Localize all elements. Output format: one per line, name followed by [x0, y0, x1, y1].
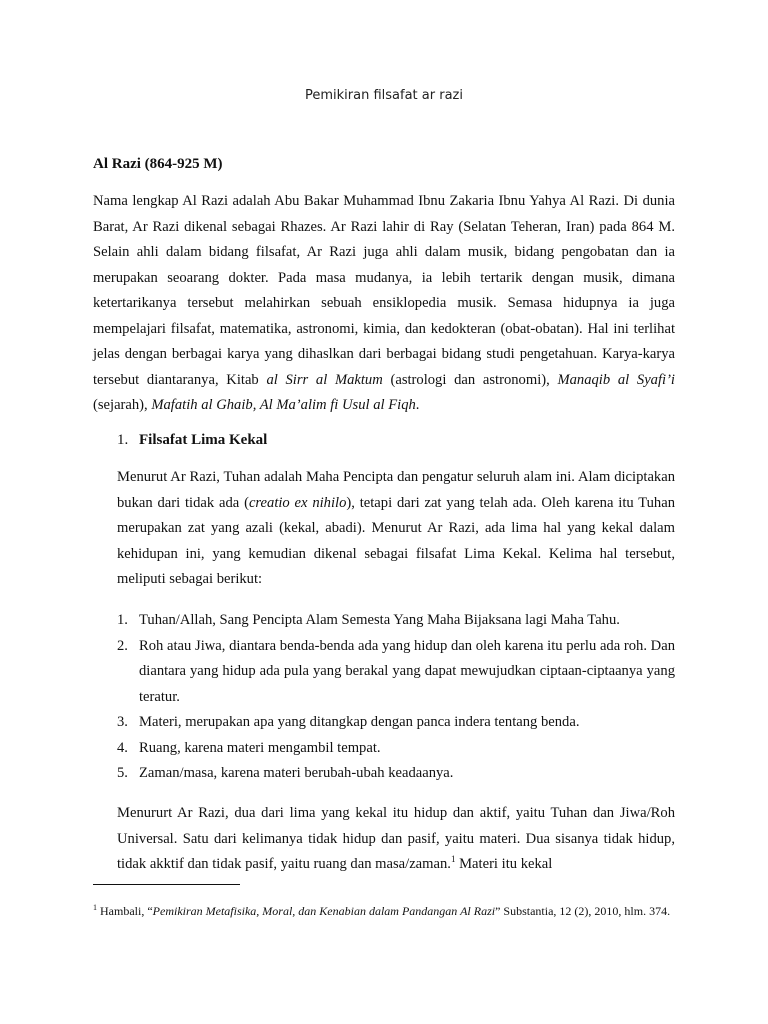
- section-text-1: Menurut Ar Razi, Tuhan adalah Maha Pencipta dan pengatur seluruh alam ini. Alam diciptakan bukan dari tidak ada (: [117, 469, 675, 511]
- list-item-number: 1.: [117, 612, 128, 628]
- list-item-text: Zaman/masa, karena materi berubah-ubah keadaanya.: [139, 765, 454, 781]
- section-title: [117, 432, 267, 449]
- list-item-number: 3.: [117, 714, 128, 730]
- list-item-text: Roh atau Jiwa, diantara benda-benda ada yang hidup dan oleh karena itu perlu ada roh. Dan diantara yang hidup ada pula yang berakal yang dapat mewujudkan ciptaan-ciptaanya yang teratur.: [139, 637, 675, 705]
- document-heading: Al Razi (864-925 M): [93, 156, 223, 172]
- list-item-text: Materi, merupakan apa yang ditangkap dengan panca indera tentang benda.: [139, 714, 580, 730]
- list-item-number: 4.: [117, 739, 128, 756]
- intro-text-3: (sejarah),: [93, 397, 152, 413]
- closing-text-2: Materi itu kekal: [455, 856, 553, 872]
- footnote: [93, 903, 683, 919]
- list-item-text: Ruang, karena materi mengambil tempat.: [139, 739, 381, 756]
- intro-paragraph: [93, 189, 675, 419]
- footnote-text-1: Hambali, “: [97, 904, 153, 918]
- intro-italic-2: Manaqib al Syafi’i: [557, 371, 675, 388]
- list-item: [117, 736, 675, 762]
- intro-text-4: .: [415, 397, 420, 413]
- list-item: [117, 761, 675, 787]
- section-title-text: Filsafat Lima Kekal: [139, 432, 268, 448]
- footnote-separator: [93, 884, 240, 885]
- closing-paragraph: [117, 801, 675, 878]
- list-item-number: 2.: [117, 637, 128, 654]
- footnote-number: 1: [93, 903, 97, 912]
- intro-italic-1: al Sirr al Maktum: [266, 371, 383, 388]
- list-item: [117, 634, 675, 711]
- section-italic-1: creatio ex nihilo: [248, 494, 347, 511]
- list-item: [117, 710, 675, 736]
- footnote-reference[interactable]: 1: [450, 854, 456, 865]
- intro-text-2: (astrologi dan astronomi),: [382, 371, 558, 388]
- list-item: [117, 608, 675, 634]
- intro-text-1: Nama lengkap Al Razi adalah Abu Bakar Muhammad Ibnu Zakaria Ibnu Yahya Al Razi. Di dunia Barat, Ar Razi dikenal sebagai Rhazes. Ar Razi lahir di Ray (Selatan Teheran, Iran) pada 864 M. Selain ahli dalam bidang filsafat, Ar Razi juga ahli dalam musik, bidang pengobatan dan ia merupakan seoarang dokter. Pada masa mudanya, ia lebih tertarik dengan musik, dimana ketertarikanya tersebut melahirkan sebuah ensiklopedia musik. Semasa hidupnya ia juga mempelajari filsafat, matematika, astronomi, kimia, dan kedokteran (obat-obatan). Hal ini terlihat jelas dengan berbagai karya yang dihaslkan dari berbagai bidang studi pengetahuan. Karya-karya tersebut diantaranya, Kitab: [93, 193, 675, 388]
- closing-text-1: Menururt Ar Razi, dua dari lima yang kekal itu hidup dan aktif, yaitu Tuhan dan Jiwa/Roh Universal. Satu dari kelimanya tidak hidup dan pasif, yaitu materi. Dua sisanya tidak hidup, tidak akktif dan tidak pasif, yaitu ruang dan masa/zaman.: [117, 805, 675, 872]
- intro-italic-3: Mafatih al Ghaib, Al Ma’alim fi Usul al Fiqh: [151, 397, 416, 413]
- section-number: 1.: [117, 432, 129, 448]
- section-paragraph: [117, 465, 675, 593]
- footnote-text-2: ” Substantia, 12 (2), 2010, hlm. 374.: [495, 904, 671, 918]
- list-item-number: 5.: [117, 765, 128, 781]
- page-header: Pemikiran filsafat ar razi: [305, 88, 463, 103]
- footnote-italic-title: Pemikiran Metafisika, Moral, dan Kenabian dalam Pandangan Al Razi: [152, 904, 496, 918]
- list-item-text: Tuhan/Allah, Sang Pencipta Alam Semesta Yang Maha Bijaksana lagi Maha Tahu.: [139, 612, 620, 628]
- five-eternals-list: [117, 608, 675, 787]
- section-text-2: ), tetapi dari zat yang telah ada. Oleh karena itu Tuhan merupakan zat yang azali (kekal, abadi). Menurut Ar Razi, ada lima hal yang kekal dalam kehidupan ini, yang kemudian dikenal sebagai filsafat Lima Kekal. Kelima hal tersebut, meliputi sebagai berikut:: [117, 494, 676, 587]
